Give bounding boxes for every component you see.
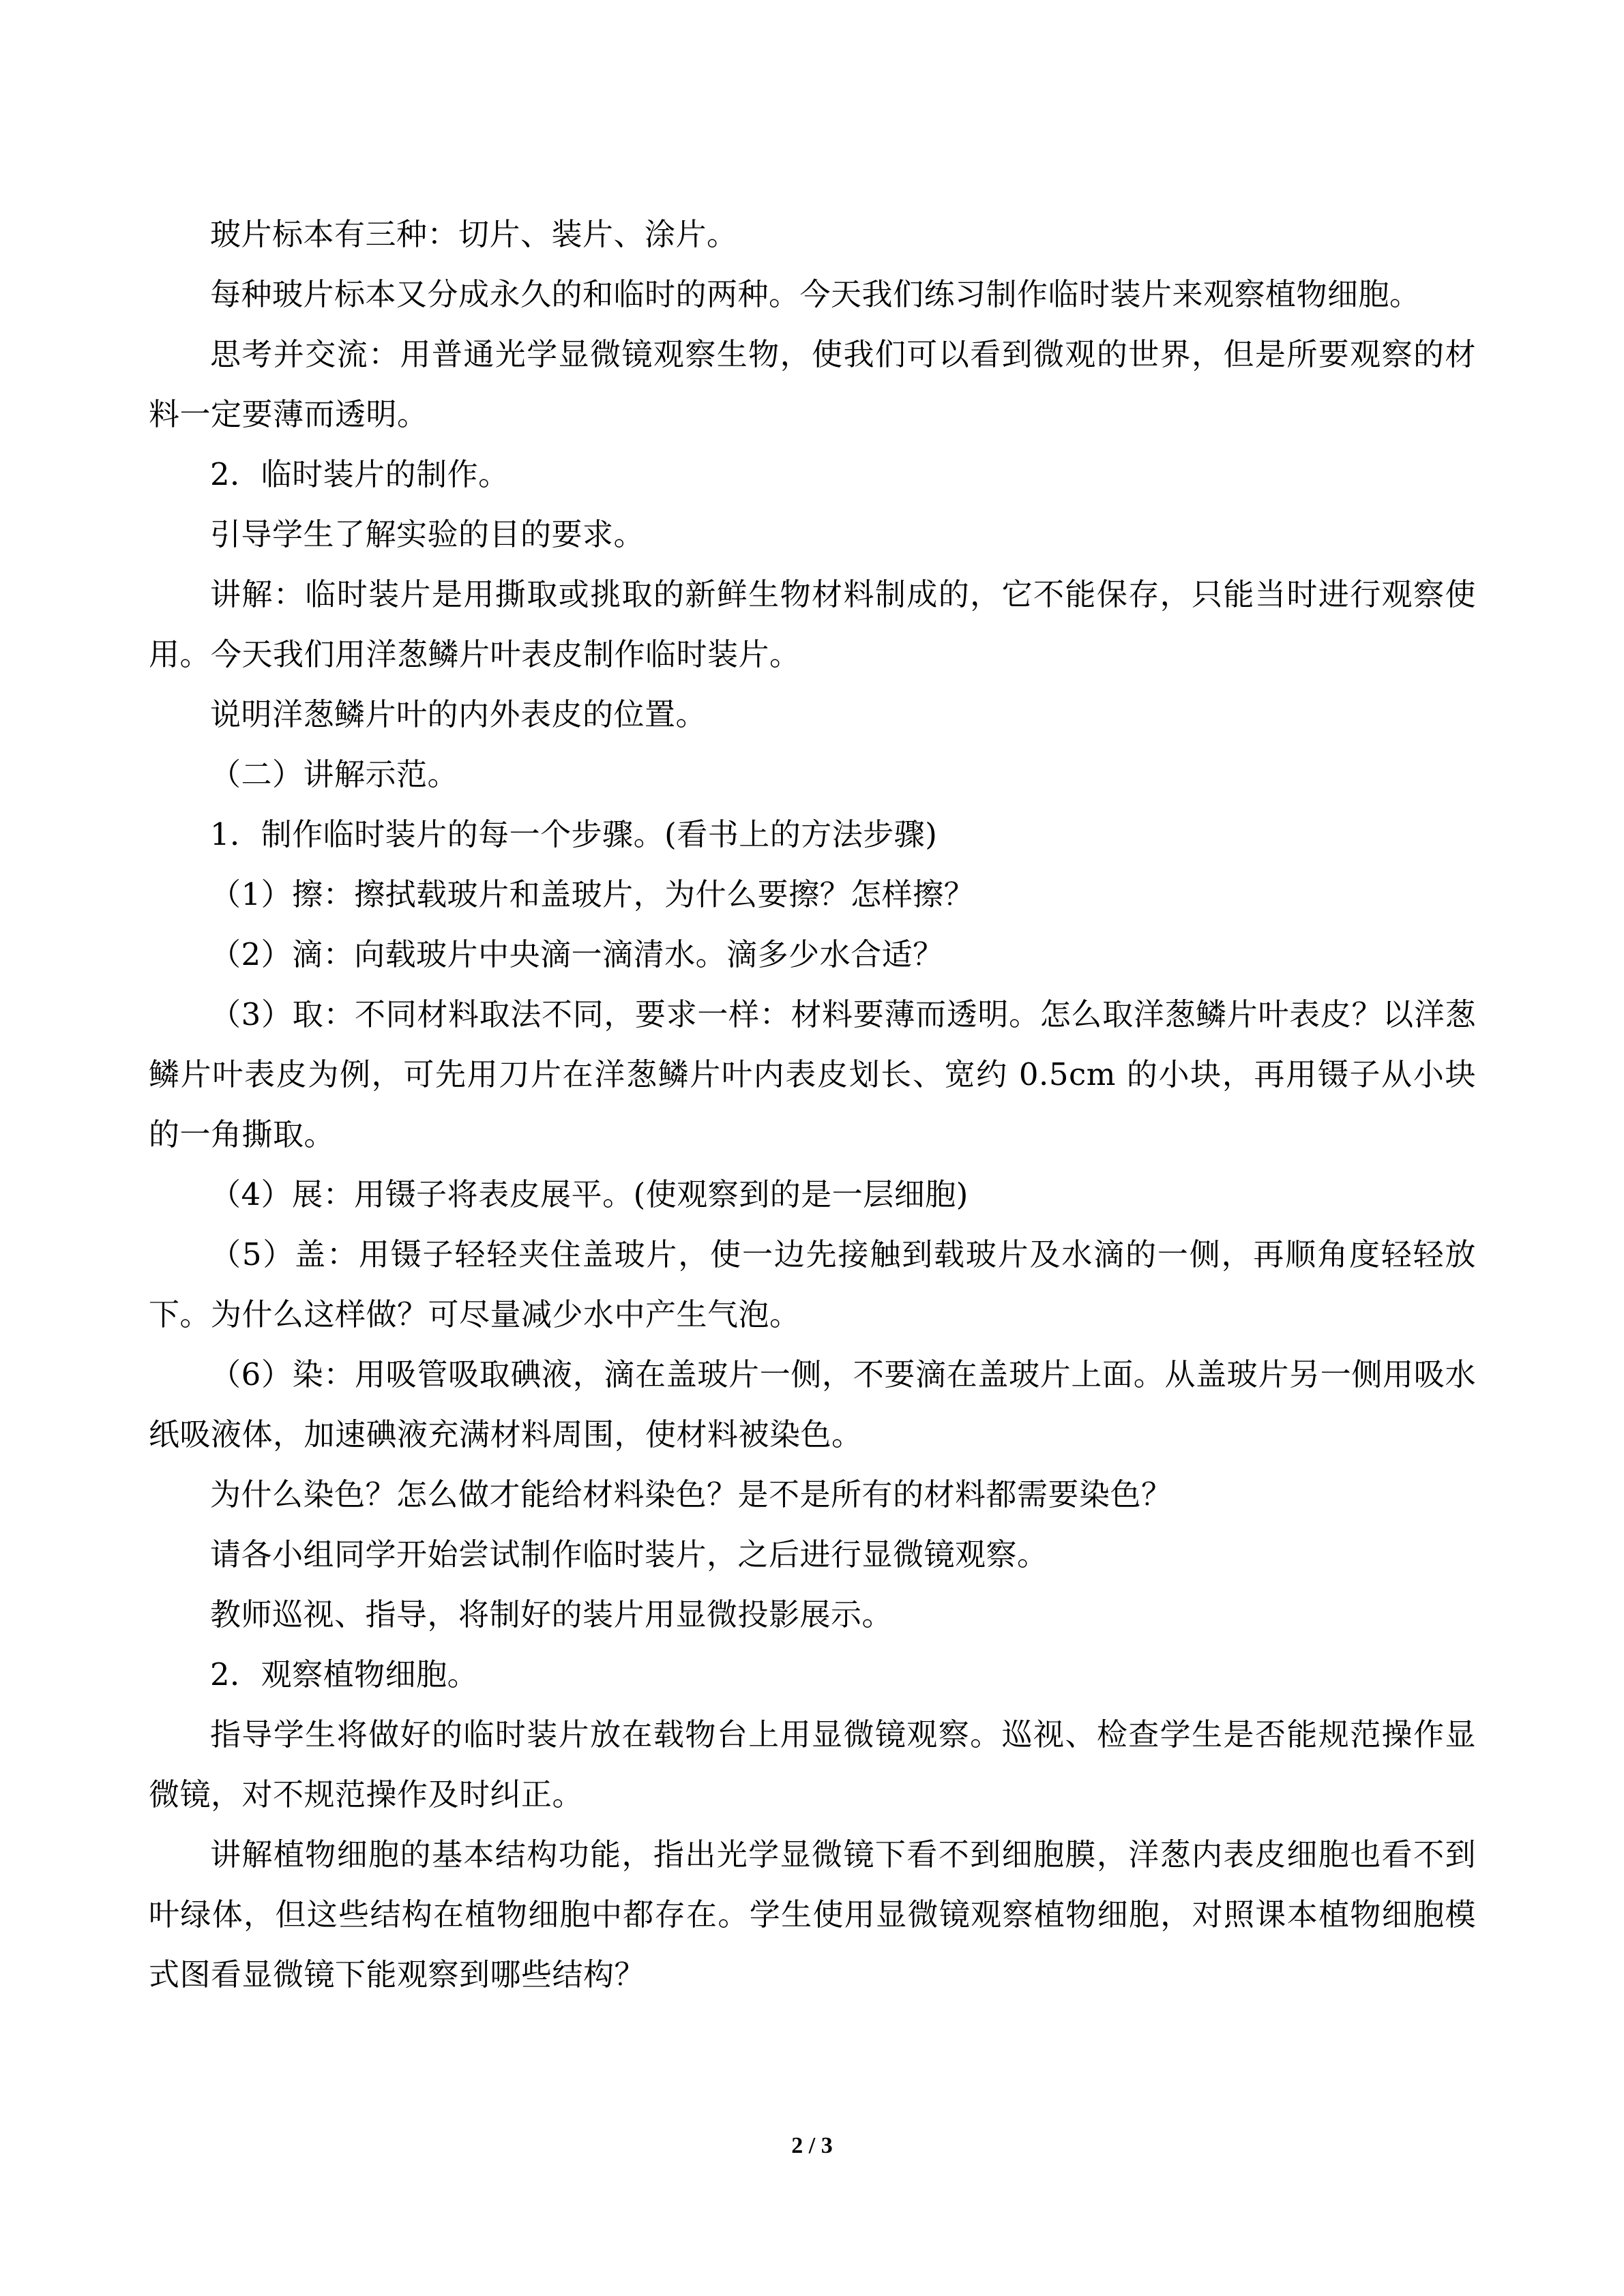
paragraph: 教师巡视、指导，将制好的装片用显微投影展示。: [210, 1596, 894, 1632]
document-body: [149, 205, 1476, 2005]
section-heading: 1．制作临时装片的每一个步骤。(看书上的方法步骤): [210, 816, 938, 852]
paragraph: 思考并交流：用普通光学显微镜观察生物，使我们可以看到微观的世界，但是所要观察的材料一定要薄而透明。: [149, 336, 1476, 432]
paragraph: 引导学生了解实验的目的要求。: [210, 516, 645, 552]
paragraph: 为什么染色？怎么做才能给材料染色？是不是所有的材料都需要染色？: [210, 1476, 1172, 1512]
paragraph: 说明洋葱鳞片叶的内外表皮的位置。: [210, 696, 707, 732]
section-heading: （二）讲解示范。: [210, 756, 459, 792]
paragraph: 讲解：临时装片是用撕取或挑取的新鲜生物材料制成的，它不能保存，只能当时进行观察使用。今天我们用洋葱鳞片叶表皮制作临时装片。: [149, 576, 1476, 672]
page-number: 2 / 3: [791, 2133, 833, 2158]
paragraph: 每种玻片标本又分成永久的和临时的两种。今天我们练习制作临时装片来观察植物细胞。: [210, 276, 1421, 312]
step-item: （4）展：用镊子将表皮展平。(使观察到的是一层细胞): [210, 1176, 969, 1212]
paragraph: 讲解植物细胞的基本结构功能，指出光学显微镜下看不到细胞膜，洋葱内表皮细胞也看不到叶绿体，但这些结构在植物细胞中都存在。学生使用显微镜观察植物细胞，对照课本植物细胞模式图看显微镜下能观察到哪些结构？: [149, 1836, 1476, 1993]
paragraph: 指导学生将做好的临时装片放在载物台上用显微镜观察。巡视、检查学生是否能规范操作显微镜，对不规范操作及时纠正。: [149, 1716, 1476, 1813]
step-item: （6）染：用吸管吸取碘液，滴在盖玻片一侧，不要滴在盖玻片上面。从盖玻片另一侧用吸水纸吸液体，加速碘液充满材料周围，使材料被染色。: [149, 1356, 1476, 1452]
section-heading: 2．临时装片的制作。: [210, 456, 510, 492]
step-item: （5）盖：用镊子轻轻夹住盖玻片，使一边先接触到载玻片及水滴的一侧，再顺角度轻轻放下。为什么这样做？可尽量减少水中产生气泡。: [149, 1236, 1476, 1332]
paragraph: 请各小组同学开始尝试制作临时装片，之后进行显微镜观察。: [210, 1536, 1048, 1572]
step-item: （3）取：不同材料取法不同，要求一样：材料要薄而透明。怎么取洋葱鳞片叶表皮？以洋葱鳞片叶表皮为例，可先用刀片在洋葱鳞片叶内表皮划长、宽约 0.5cm 的小块，再用镊子从小块的一角撕取。: [149, 996, 1476, 1152]
paragraph: 玻片标本有三种：切片、装片、涂片。: [210, 216, 738, 252]
step-item: （1）擦：擦拭载玻片和盖玻片，为什么要擦？怎样擦？: [210, 876, 975, 912]
section-heading: 2．观察植物细胞。: [210, 1656, 479, 1693]
step-item: （2）滴：向载玻片中央滴一滴清水。滴多少水合适？: [210, 936, 944, 972]
